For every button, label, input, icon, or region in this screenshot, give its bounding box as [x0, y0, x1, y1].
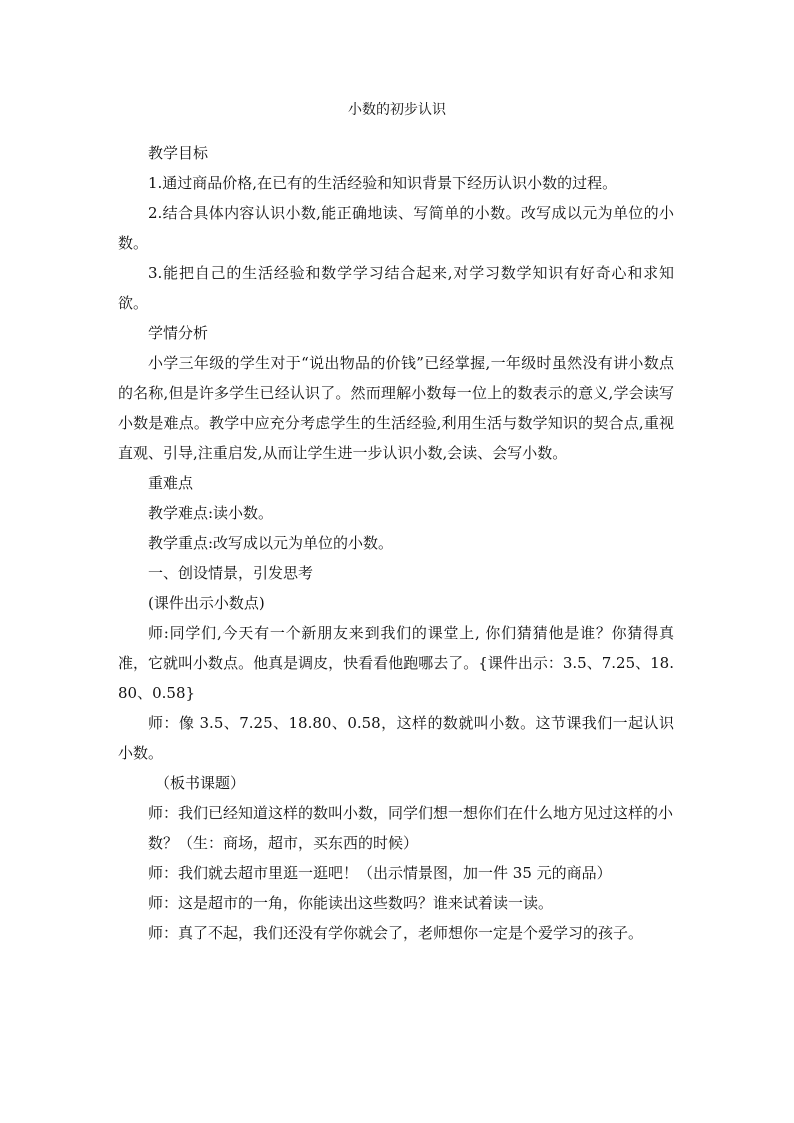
- heading-key-difficulties: 重难点: [148, 474, 194, 492]
- teaching-difficulty: 教学难点:读小数。: [148, 504, 274, 522]
- teacher-line-5: 师：这是超市的一角，你能读出这些数吗？谁来试着读一读。: [148, 894, 554, 912]
- goal-2: 2.结合具体内容认识小数,能正确地读、写简单的小数。改写成以元为单位的小数。: [118, 204, 674, 252]
- goal-3: 3.能把自己的生活经验和数学学习结合起来,对学习数学知识有好奇心和求知欲。: [118, 264, 674, 312]
- document-body: [118, 138, 674, 948]
- teacher-line-4: 师：我们就去超市里逛一逛吧！（出示情景图，加一件 35 元的商品）: [148, 864, 612, 882]
- student-answer-line: 数？（生：商场，超市，买东西的时候）: [148, 834, 419, 852]
- teacher-line-1: 师:同学们,今天有一个新朋友来到我们的课堂上, 你们猜猜他是谁？你猜得真准，它就叫小数点。他真是调皮，快看看他跑哪去了。{课件出示：3.5、7.25、18.80、0.58}: [118, 624, 674, 702]
- teacher-line-6: 师：真了不起，我们还没有学你就会了，老师想你一定是个爱学习的孩子。: [148, 924, 644, 942]
- learning-analysis-text: 小学三年级的学生对于“说出物品的价钱”已经掌握,一年级时虽然没有讲小数点的名称,但是许多学生已经认识了。然而理解小数每一位上的数表示的意义,学会读写小数是难点。教学中应充分考虑学生的生活经验,利用生活与数学知识的契合点,重视直观、引导,注重启发,从而让学生进一步认识小数,会读、会写小数。: [118, 354, 674, 462]
- heading-teaching-goals: 教学目标: [148, 144, 209, 162]
- document-title: 小数的初步认识: [348, 102, 446, 118]
- courseware-note: (课件出示小数点): [148, 594, 265, 612]
- heading-learning-analysis: 学情分析: [148, 324, 209, 342]
- teacher-line-3: 师：我们已经知道这样的数叫小数，同学们想一想你们在什么地方见过这样的小: [148, 804, 674, 822]
- teaching-focus: 教学重点:改写成以元为单位的小数。: [148, 534, 394, 552]
- board-title-note: （板书课题）: [155, 774, 246, 792]
- goal-1: 1.通过商品价格,在已有的生活经验和知识背景下经历认识小数的过程。: [148, 174, 618, 192]
- section-1-heading: 一、创设情景，引发思考: [148, 564, 314, 582]
- teacher-line-2: 师：像 3.5、7.25、18.80、0.58，这样的数就叫小数。这节课我们一起认识小数。: [118, 714, 674, 762]
